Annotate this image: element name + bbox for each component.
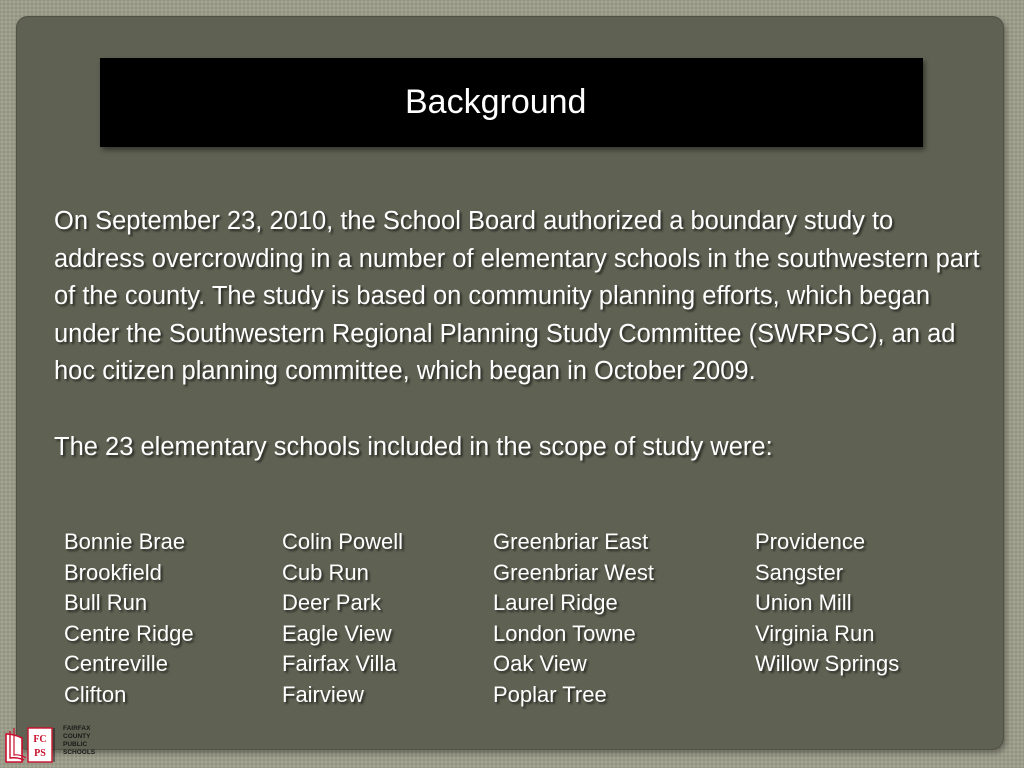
school-column-1 — [64, 527, 194, 710]
school-item: Sangster — [755, 559, 844, 585]
slide-title: Background — [405, 83, 587, 121]
logo-line: PUBLIC — [63, 741, 88, 748]
school-item: Bonnie Brae — [64, 529, 186, 554]
school-item: Providence — [755, 529, 866, 554]
school-column-3 — [493, 527, 654, 710]
school-column-4 — [755, 527, 899, 680]
logo-line: FAIRFAX — [63, 725, 91, 732]
intro-paragraph: On September 23, 2010, the School Board authorized a boundary study to address overcrowding in a number of elementary schools in the southwestern part of the county. The study is based on community planning efforts, which began under the Southwestern Regional Planning Study Committee (SWRPSC), an ad hoc citizen planning committee, which began in October 2009. — [54, 207, 980, 386]
school-item: Cub Run — [282, 559, 369, 585]
school-item: Willow Springs — [755, 651, 900, 676]
school-item: Centreville — [64, 651, 168, 676]
school-item: Virginia Run — [755, 620, 875, 646]
school-item: Colin Powell — [282, 529, 404, 554]
lead-paragraph: The 23 elementary schools included in the scope of study were: — [54, 432, 773, 461]
logo-line: COUNTY — [63, 733, 91, 740]
logo-mark-top: FC — [33, 734, 47, 745]
school-item: Brookfield — [64, 559, 162, 585]
school-item: Bull Run — [64, 590, 148, 615]
school-item: Fairview — [282, 681, 364, 707]
body-text — [54, 203, 984, 466]
logo-mark-bottom: PS — [34, 748, 46, 759]
school-column-2 — [282, 527, 403, 710]
school-item: Fairfax Villa — [282, 651, 397, 676]
school-item: Centre Ridge — [64, 620, 194, 646]
school-item: London Towne — [493, 620, 636, 646]
school-item: Greenbriar West — [493, 559, 654, 585]
school-item: Oak View — [493, 651, 587, 676]
school-item: Poplar Tree — [493, 681, 607, 707]
logo-caption — [63, 725, 103, 757]
school-item: Laurel Ridge — [493, 590, 618, 615]
school-item: Clifton — [64, 681, 127, 707]
school-item: Union Mill — [755, 590, 852, 615]
logo-line: SCHOOLS — [63, 749, 96, 756]
school-item: Greenbriar East — [493, 529, 649, 554]
school-item: Deer Park — [282, 590, 382, 615]
school-item: Eagle View — [282, 620, 392, 646]
